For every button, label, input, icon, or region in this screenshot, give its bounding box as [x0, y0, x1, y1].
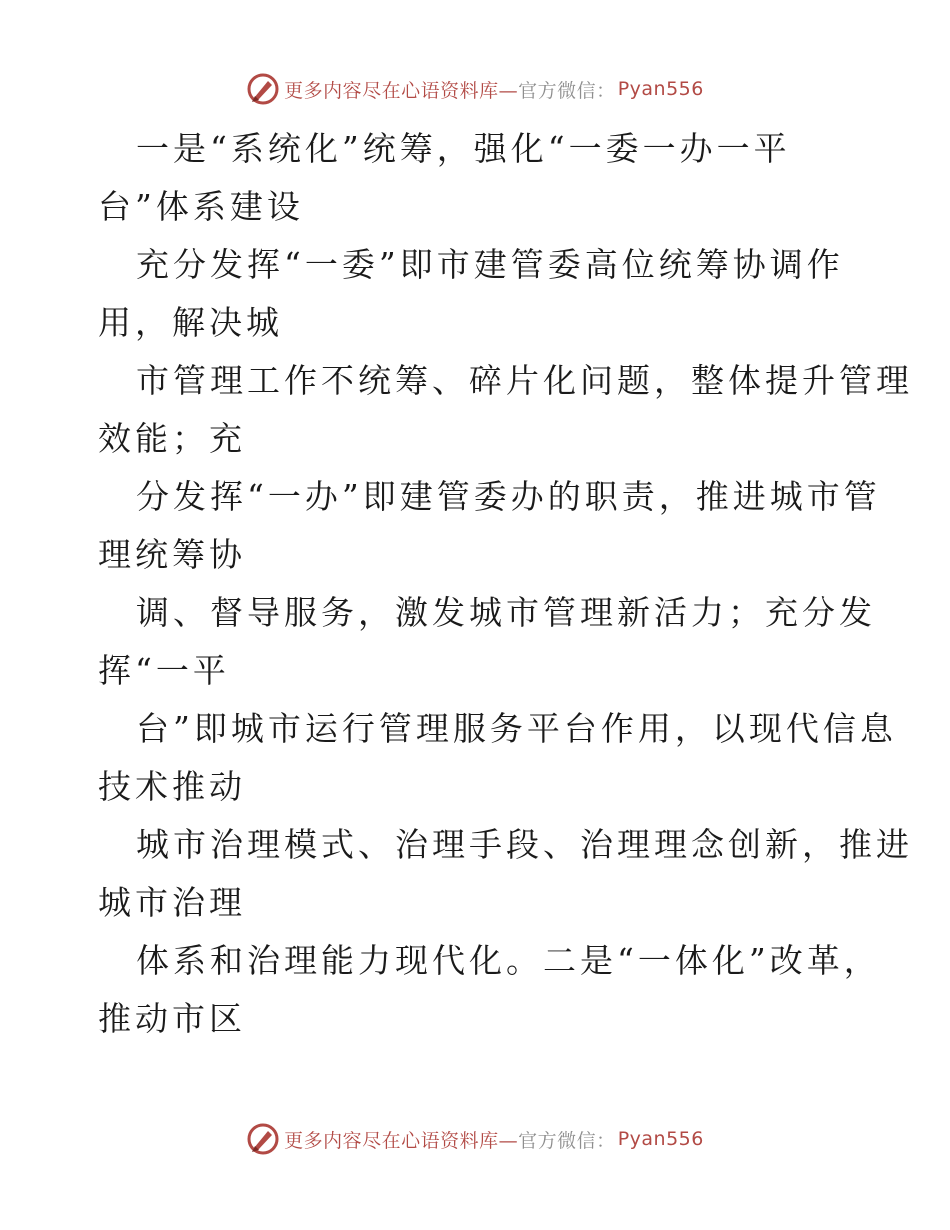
text-line: 台”体系建设: [98, 187, 304, 226]
text-line: 一是“系统化”统筹，强化“一委一办一平: [136, 129, 791, 168]
footer-watermark: [0, 1122, 950, 1156]
text-line: 技术推动: [98, 767, 246, 806]
watermark-wechat-id: Pyan556: [617, 1128, 704, 1150]
text-line: 城市治理: [98, 883, 246, 922]
header-watermark: [0, 72, 950, 106]
text-line: 城市治理模式、治理手段、治理理念创新，推进: [136, 825, 913, 864]
text-line: 推动市区: [98, 999, 246, 1038]
text-line: 分发挥“一办”即建管委办的职责，推进城市管: [136, 477, 881, 516]
document-body: [98, 120, 913, 1048]
text-line: 体系和治理能力现代化。二是“一体化”改革，: [136, 941, 881, 980]
watermark-wechat-label: 官方微信：: [518, 79, 616, 102]
text-line: 效能；充: [98, 419, 246, 458]
text-line: 用，解决城: [98, 303, 283, 342]
pen-logo-icon: [246, 72, 280, 106]
text-line: 挥“一平: [98, 651, 230, 690]
pen-logo-icon: [246, 1122, 280, 1156]
text-line: 市管理工作不统筹、碎片化问题，整体提升管理: [136, 361, 913, 400]
text-line: 充分发挥“一委”即市建管委高位统筹协调作: [136, 245, 844, 284]
text-line: 台”即城市运行管理服务平台作用，以现代信息: [136, 709, 897, 748]
text-line: 理统筹协: [98, 535, 246, 574]
watermark-wechat-id: Pyan556: [617, 78, 704, 100]
watermark-site-text: 更多内容尽在心语资料库—: [284, 79, 519, 102]
text-line: 调、督导服务，激发城市管理新活力；充分发: [136, 593, 876, 632]
watermark-site-text: 更多内容尽在心语资料库—: [284, 1129, 519, 1152]
watermark-wechat-label: 官方微信：: [518, 1129, 616, 1152]
